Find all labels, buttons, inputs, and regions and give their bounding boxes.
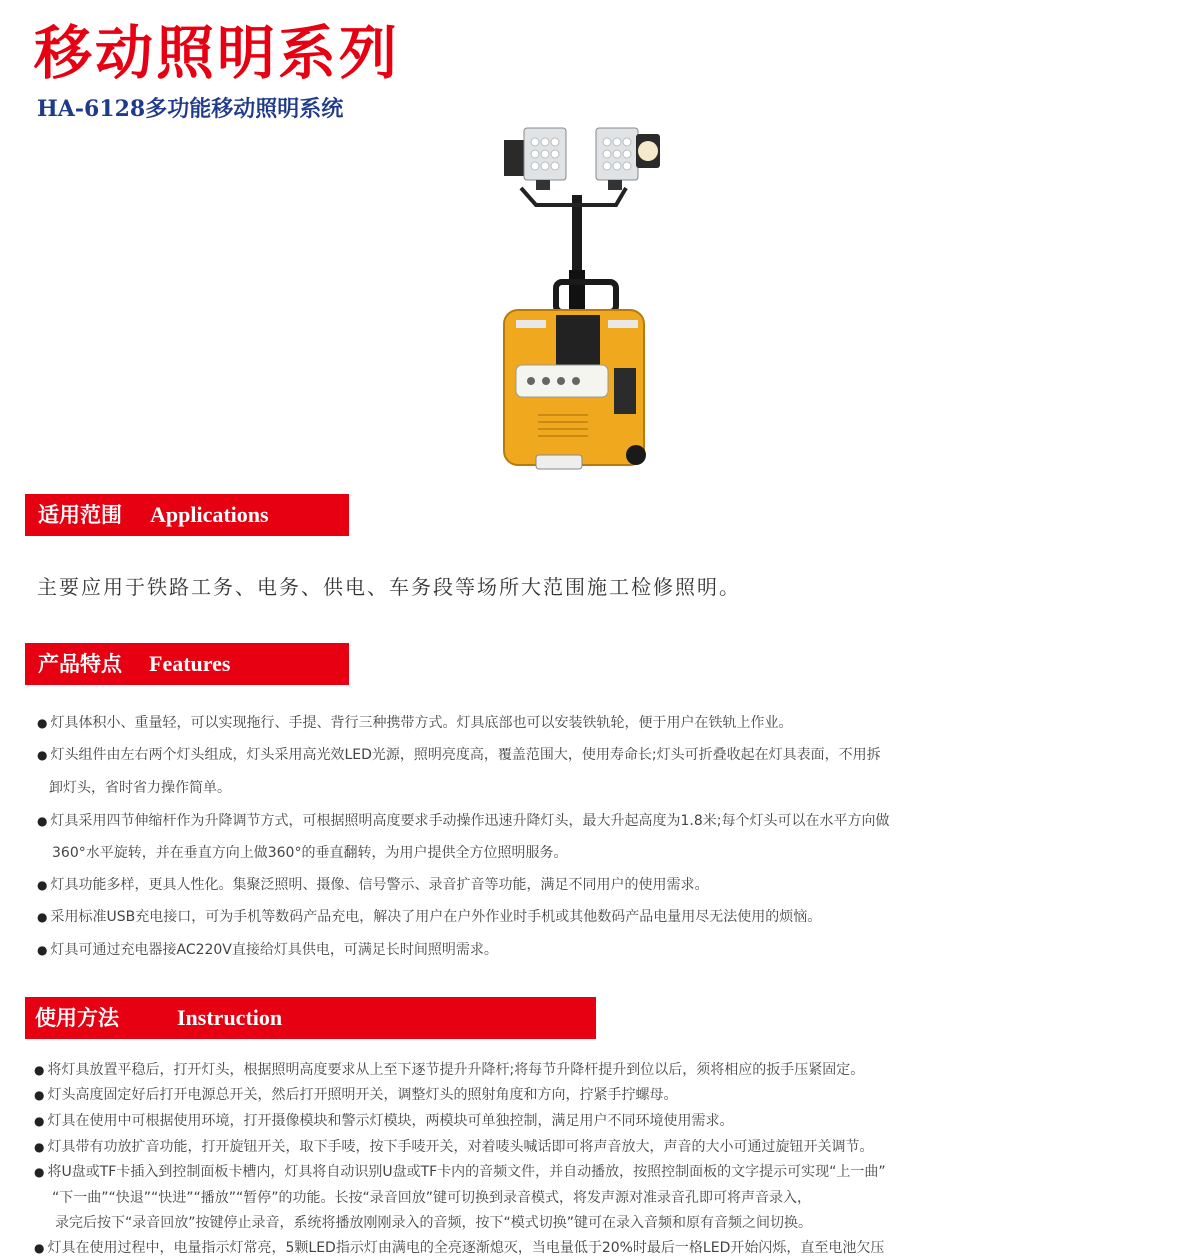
- list-item: ● 灯具可通过充电器接AC220V直接给灯具供电，可满足长时间照明需求。: [37, 942, 498, 958]
- bullet-icon: ●: [37, 814, 48, 828]
- applications-title-zh: 适用范围: [38, 503, 122, 527]
- bullet-icon: ●: [34, 1241, 45, 1255]
- instruction-header: [25, 997, 596, 1039]
- bullet-icon: ●: [37, 716, 48, 730]
- bullet-icon: ●: [37, 943, 48, 957]
- bullet-icon: ●: [34, 1114, 45, 1128]
- features-title-en: Features: [149, 651, 231, 676]
- bullet-icon: ●: [37, 878, 48, 892]
- features-header: [25, 643, 349, 685]
- list-item-continuation: 360°水平旋转，并在垂直方向上做360°的垂直翻转，为用户提供全方位照明服务。: [52, 845, 568, 861]
- list-item: ● 灯头组件由左右两个灯头组成，灯头采用高光效LED光源，照明亮度高，覆盖范围大，使用寿命长;灯头可折叠收起在灯具表面，不用拆: [37, 747, 881, 763]
- list-item-continuation: 卸灯头，省时省力操作简单。: [49, 780, 231, 796]
- list-item: ● 灯具采用四节伸缩杆作为升降调节方式，可根据照明高度要求手动操作迅速升降灯头，最大升起高度为1.8米;每个灯头可以在水平方向做: [37, 813, 890, 829]
- features-title-zh: 产品特点: [38, 652, 122, 676]
- list-item: ● 采用标准USB充电接口，可为手机等数码产品充电，解决了用户在户外作业时手机或其他数码产品电量用尽无法使用的烦恼。: [37, 909, 822, 925]
- list-item: ● 灯头高度固定好后打开电源总开关，然后打开照明开关，调整灯头的照射角度和方向，拧紧手拧螺母。: [34, 1087, 678, 1103]
- page-title: 移动照明系列: [34, 19, 401, 87]
- bullet-icon: ●: [37, 748, 48, 762]
- product-model-title: HA-6128多功能移动照明系统: [37, 96, 344, 122]
- instruction-title-zh: 使用方法: [35, 1006, 119, 1030]
- instruction-title-en: Instruction: [177, 1005, 283, 1030]
- list-item-continuation: 录完后按下“录音回放”按键停止录音，系统将播放刚刚录入的音频，按下“模式切换”键可在录入音频和原有音频之间切换。: [55, 1215, 813, 1231]
- bullet-icon: ●: [34, 1063, 45, 1077]
- list-item: ● 灯具功能多样，更具人性化。集聚泛照明、摄像、信号警示、录音扩音等功能，满足不同用户的使用需求。: [37, 877, 709, 893]
- bullet-icon: ●: [37, 910, 48, 924]
- list-item: ● 灯具在使用中可根据使用环境，打开摄像模块和警示灯模块，两模块可单独控制，满足用户不同环境使用需求。: [34, 1113, 734, 1129]
- list-item: ● 灯具带有功放扩音功能，打开旋钮开关，取下手唛，按下手唛开关，对着唛头喊话即可将声音放大，声音的大小可通过旋钮开关调节。: [34, 1139, 874, 1155]
- list-item-continuation: “下一曲”“快退”“快进”“播放”“暂停”的功能。长按“录音回放”键可切换到录音模式，将发声源对准录音孔即可将声音录入，: [52, 1190, 812, 1206]
- list-item: ● 灯具体积小、重量轻，可以实现拖行、手提、背行三种携带方式。灯具底部也可以安装铁轨轮，便于用户在铁轨上作业。: [37, 715, 793, 731]
- applications-title-en: Applications: [150, 502, 269, 527]
- list-item: ● 将U盘或TF卡插入到控制面板卡槽内，灯具将自动识别U盘或TF卡内的音频文件，并自动播放，按照控制面板的文字提示可实现“上一曲”: [34, 1164, 886, 1180]
- list-item: ● 将灯具放置平稳后，打开灯头，根据照明高度要求从上至下逐节提升升降杆;将每节升降杆提升到位以后，须将相应的扳手压紧固定。: [34, 1062, 865, 1078]
- bullet-icon: ●: [34, 1165, 45, 1179]
- bullet-icon: ●: [34, 1140, 45, 1154]
- bullet-icon: ●: [34, 1088, 45, 1102]
- list-item: ● 灯具在使用过程中，电量指示灯常亮，5颗LED指示灯由满电的全亮逐渐熄灭，当电量低于20%时最后一格LED开始闪烁，直至电池欠压: [34, 1240, 885, 1256]
- product-image: [476, 110, 716, 490]
- applications-header: [25, 494, 349, 536]
- applications-text: 主要应用于铁路工务、电务、供电、车务段等场所大范围施工检修照明。: [37, 575, 741, 599]
